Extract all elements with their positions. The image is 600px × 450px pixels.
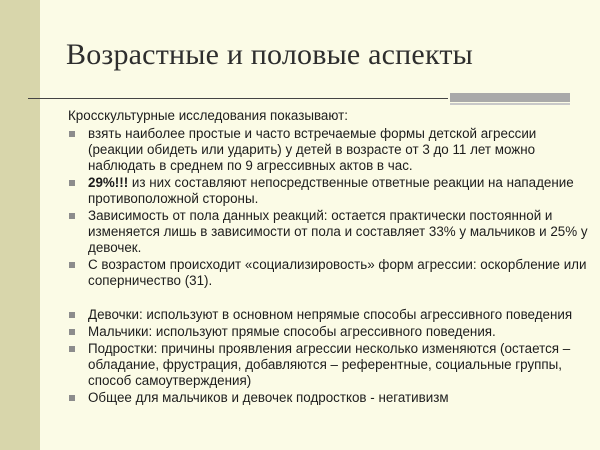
list-item [68, 126, 588, 174]
title-divider-accent-shadow [450, 103, 570, 105]
list-item-text: из них составляют непосредственные ответные реакции на нападение противоположной стороны. [88, 175, 574, 206]
slide-title: Возрастные и половые аспекты [66, 38, 473, 71]
title-divider [28, 98, 448, 99]
list-item [68, 324, 588, 340]
list-item-emphasis: 29%!!! [88, 175, 129, 190]
title-divider-accent [450, 93, 570, 102]
list-item-text: Мальчики: используют прямые способы агрессивного поведения. [88, 324, 496, 339]
list-item [68, 257, 588, 289]
square-bullet-icon [69, 312, 75, 318]
list-item-text: взять наиболее простые и часто встречаемые формы детской агрессии (реакции обидеть или ударить) у детей в возрасте от 3 до 11 лет можно наблюдать в среднем по 9 агрессивных актов в час. [88, 126, 537, 173]
square-bullet-icon [69, 131, 75, 137]
square-bullet-icon [69, 262, 75, 268]
square-bullet-icon [69, 395, 75, 401]
intro-text: Кросскультурные исследования показывают: [68, 108, 348, 123]
list-item-text: Общее для мальчиков и девочек подростков - негативизм [88, 390, 449, 405]
list-item [68, 307, 588, 323]
list-item-text: Зависимость от пола данных реакций: остается практически постоянной и изменяется лишь в зависимости от пола и составляет 33% у мальчиков и 25% у девочек. [88, 208, 588, 255]
list-item [68, 390, 588, 406]
square-bullet-icon [69, 346, 75, 352]
square-bullet-icon [69, 180, 75, 186]
left-accent-bar [0, 0, 40, 450]
square-bullet-icon [69, 213, 75, 219]
list-item-text: Девочки: используют в основном непрямые способы агрессивного поведения [88, 307, 573, 322]
list-item-text: С возрастом происходит «социализировость» форм агрессии: оскорбление или соперничество (31). [88, 257, 587, 288]
list-item [68, 208, 588, 256]
slide-body [68, 108, 588, 407]
list-item-text: Подростки: причины проявления агрессии несколько изменяются (остается – обладание, фрустрация, добавляются – референтные, социальные группы, способ самоутверждения) [88, 341, 571, 388]
list-item [68, 175, 588, 207]
square-bullet-icon [69, 329, 75, 335]
bullet-list [68, 126, 588, 406]
list-item [68, 341, 588, 389]
